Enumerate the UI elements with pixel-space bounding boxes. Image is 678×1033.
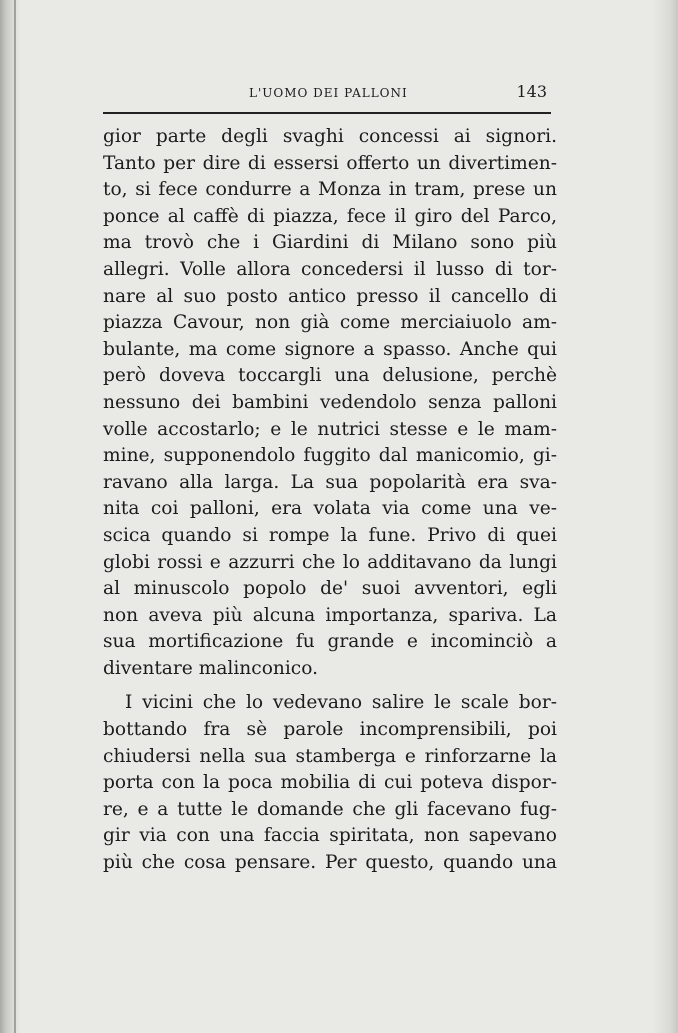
text-line: ravano alla larga. La sua popolarità era sva- [103,471,557,493]
text-line: piazza Cavour, non già come merciaiuolo am- [103,312,557,334]
text-line: to, si fece condurre a Monza in tram, prese un [103,179,557,201]
text-line: porta con la poca mobilia di cui poteva dispor- [103,772,557,794]
text-line: diventare malinconico. [103,657,318,679]
text-line: al minuscolo popolo de' suoi avventori, egli [103,578,557,600]
text-line: ponce al caffè di piazza, fece il giro del Parco, [103,205,557,227]
text-line: bottando fra sè parole incomprensibili, poi [103,719,557,741]
body-text [103,124,557,877]
text-line: nessuno dei bambini vedendolo senza palloni [103,391,557,413]
text-line: gir via con una faccia spiritata, non sapevano [103,825,557,847]
book-spine-shadow [0,0,20,1033]
paragraph-1 [103,124,557,682]
page-edge-shadow [652,0,678,1033]
text-line: I vicini che lo vedevano salire le scale bor- [125,692,557,714]
text-line: re, e a tutte le domande che gli facevano fug- [103,798,557,820]
header-rule [103,112,551,114]
page-number: 143 [516,82,547,101]
text-line: più che cosa pensare. Per questo, quando una [103,852,557,874]
text-line: scica quando si rompe la fune. Privo di quei [103,524,557,546]
text-line: non aveva più alcuna importanza, spariva. La [103,604,557,626]
text-line: Tanto per dire di essersi offerto un divertimen- [103,152,557,174]
text-line: gior parte degli svaghi concessi ai signori. [103,126,557,147]
text-line: sua mortificazione fu grande e incominciò a [103,631,557,653]
paragraph-gap [103,682,557,690]
text-line: bulante, ma come signore a spasso. Anche qui [103,338,557,360]
text-line: però doveva toccargli una delusione, perchè [103,365,557,387]
text-line: globi rossi e azzurri che lo additavano da lungi [103,551,557,573]
text-line: volle accostarlo; e le nutrici stesse e le mam- [103,418,557,440]
binding-line [14,0,16,1033]
paragraph-2 [103,690,557,876]
text-line: nita coi palloni, era volata via come una ve- [103,498,557,520]
text-line: ma trovò che i Giardini di Milano sono più [103,232,557,254]
text-line: allegri. Volle allora concedersi il lusso di tor- [103,258,557,280]
page-header [103,78,551,102]
text-line: chiudersi nella sua stamberga e rinforzarne la [103,745,557,767]
running-title: L'UOMO DEI PALLONI [249,86,408,100]
text-line: mine, supponendolo fuggito dal manicomio, gi- [103,445,557,467]
text-line: nare al suo posto antico presso il cancello di [103,285,557,307]
